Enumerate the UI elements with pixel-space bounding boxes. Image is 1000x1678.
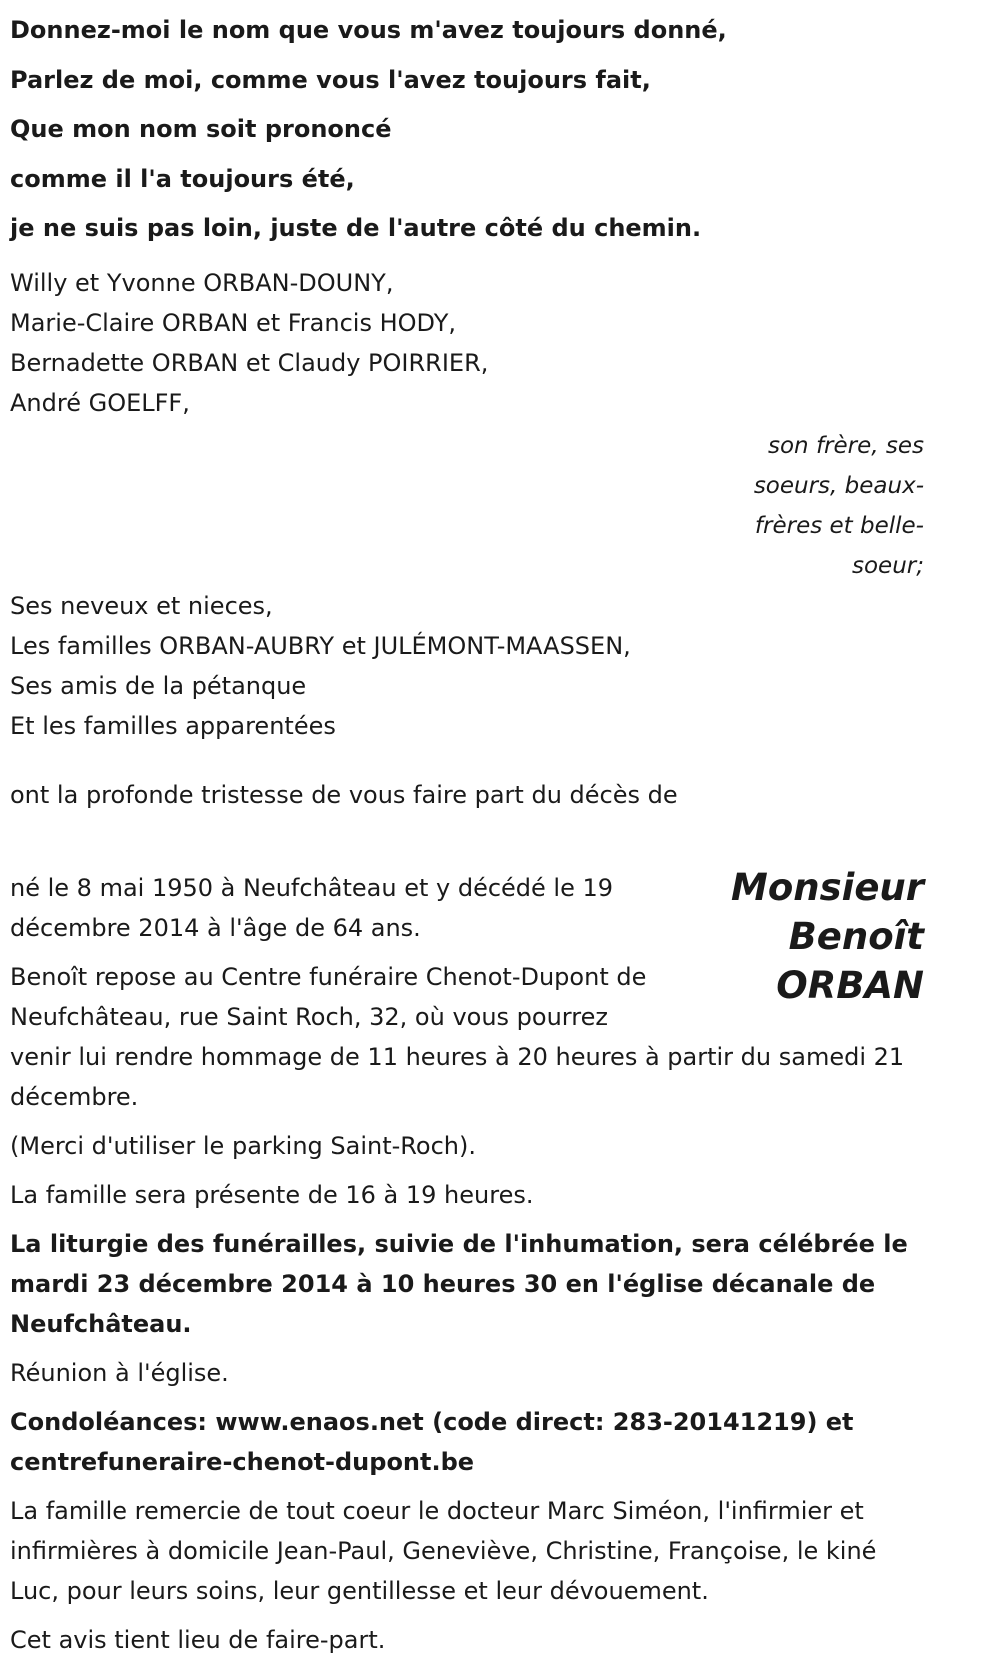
relatives-list (10, 586, 631, 746)
relatives-line: Ses neveux et nieces, (10, 592, 273, 620)
relatives-line: Les familles ORBAN-AUBRY et JULÉMONT-MAASSEN, (10, 632, 631, 660)
rest-line: Neufchâteau, rue Saint Roch, 32, où vous pourrez (10, 1003, 608, 1031)
relation-line: frères et belle- (754, 513, 924, 539)
liturgy-line: La liturgie des funérailles, suivie de l'inhumation, sera célébrée le (10, 1230, 908, 1258)
family-list (10, 263, 488, 423)
family-line: Bernadette ORBAN et Claudy POIRRIER, (10, 349, 489, 377)
rest-line: Benoît repose au Centre funéraire Chenot-Dupont de (10, 963, 647, 991)
relation-line: soeurs, beaux- (753, 473, 924, 499)
rest-line: venir lui rendre hommage de 11 heures à 20 heures à partir du samedi 21 (10, 1043, 905, 1071)
liturgy-line: mardi 23 décembre 2014 à 10 heures 30 en l'église décanale de (10, 1270, 876, 1298)
parking-note: (Merci d'utiliser le parking Saint-Roch). (10, 1132, 476, 1160)
deceased-title: Monsieur (731, 866, 924, 909)
condolences-info (10, 1402, 1000, 1482)
liturgy-line: Neufchâteau. (10, 1310, 192, 1338)
details (10, 868, 1000, 1669)
condolences-line: Condoléances: www.enaos.net (code direct: 283-20141219) et (10, 1408, 854, 1436)
poem (10, 6, 970, 254)
poem-line: je ne suis pas loin, juste de l'autre côté du chemin. (10, 214, 702, 242)
birth-line: décembre 2014 à l'âge de 64 ans. (10, 914, 421, 942)
relation-line: soeur; (852, 553, 924, 579)
deceased-first-name: Benoît (788, 915, 924, 958)
deceased-last-name: ORBAN (776, 964, 924, 1007)
thanks-info (10, 1491, 1000, 1611)
liturgy-info (10, 1224, 1000, 1344)
poem-line: Parlez de moi, comme vous l'avez toujours fait, (10, 65, 651, 94)
birth-info (10, 868, 710, 948)
poem-line: Que mon nom soit prononcé (10, 115, 392, 143)
reunion-note: Réunion à l'église. (10, 1359, 229, 1387)
relatives-line: Ses amis de la pétanque (10, 672, 307, 700)
thanks-line: Luc, pour leurs soins, leur gentillesse et leur dévouement. (10, 1577, 709, 1605)
family-relation (734, 426, 924, 586)
poem-line: Donnez-moi le nom que vous m'avez toujours donné, (10, 16, 727, 44)
thanks-line: infirmières à domicile Jean-Paul, Geneviève, Christine, Françoise, le kiné (10, 1537, 877, 1565)
condolences-line: centrefuneraire-chenot-dupont.be (10, 1448, 475, 1476)
announcement-text: ont la profonde tristesse de vous faire part du décès de (10, 781, 678, 809)
family-line: André GOELFF, (10, 389, 190, 417)
family-line: Willy et Yvonne ORBAN-DOUNY, (10, 269, 394, 297)
poem-line: comme il l'a toujours été, (10, 164, 355, 193)
announcement (10, 775, 678, 815)
rest-line: décembre. (10, 1083, 139, 1111)
thanks-line: La famille remercie de tout coeur le docteur Marc Siméon, l'infirmier et (10, 1497, 864, 1525)
relatives-line: Et les familles apparentées (10, 712, 336, 740)
closing-note: Cet avis tient lieu de faire-part. (10, 1626, 386, 1654)
family-line: Marie-Claire ORBAN et Francis HODY, (10, 309, 456, 337)
birth-line: né le 8 mai 1950 à Neufchâteau et y décédé le 19 (10, 874, 614, 902)
rest-info (10, 957, 1000, 1117)
family-present: La famille sera présente de 16 à 19 heures. (10, 1181, 534, 1209)
relation-line: son frère, ses (768, 433, 924, 459)
